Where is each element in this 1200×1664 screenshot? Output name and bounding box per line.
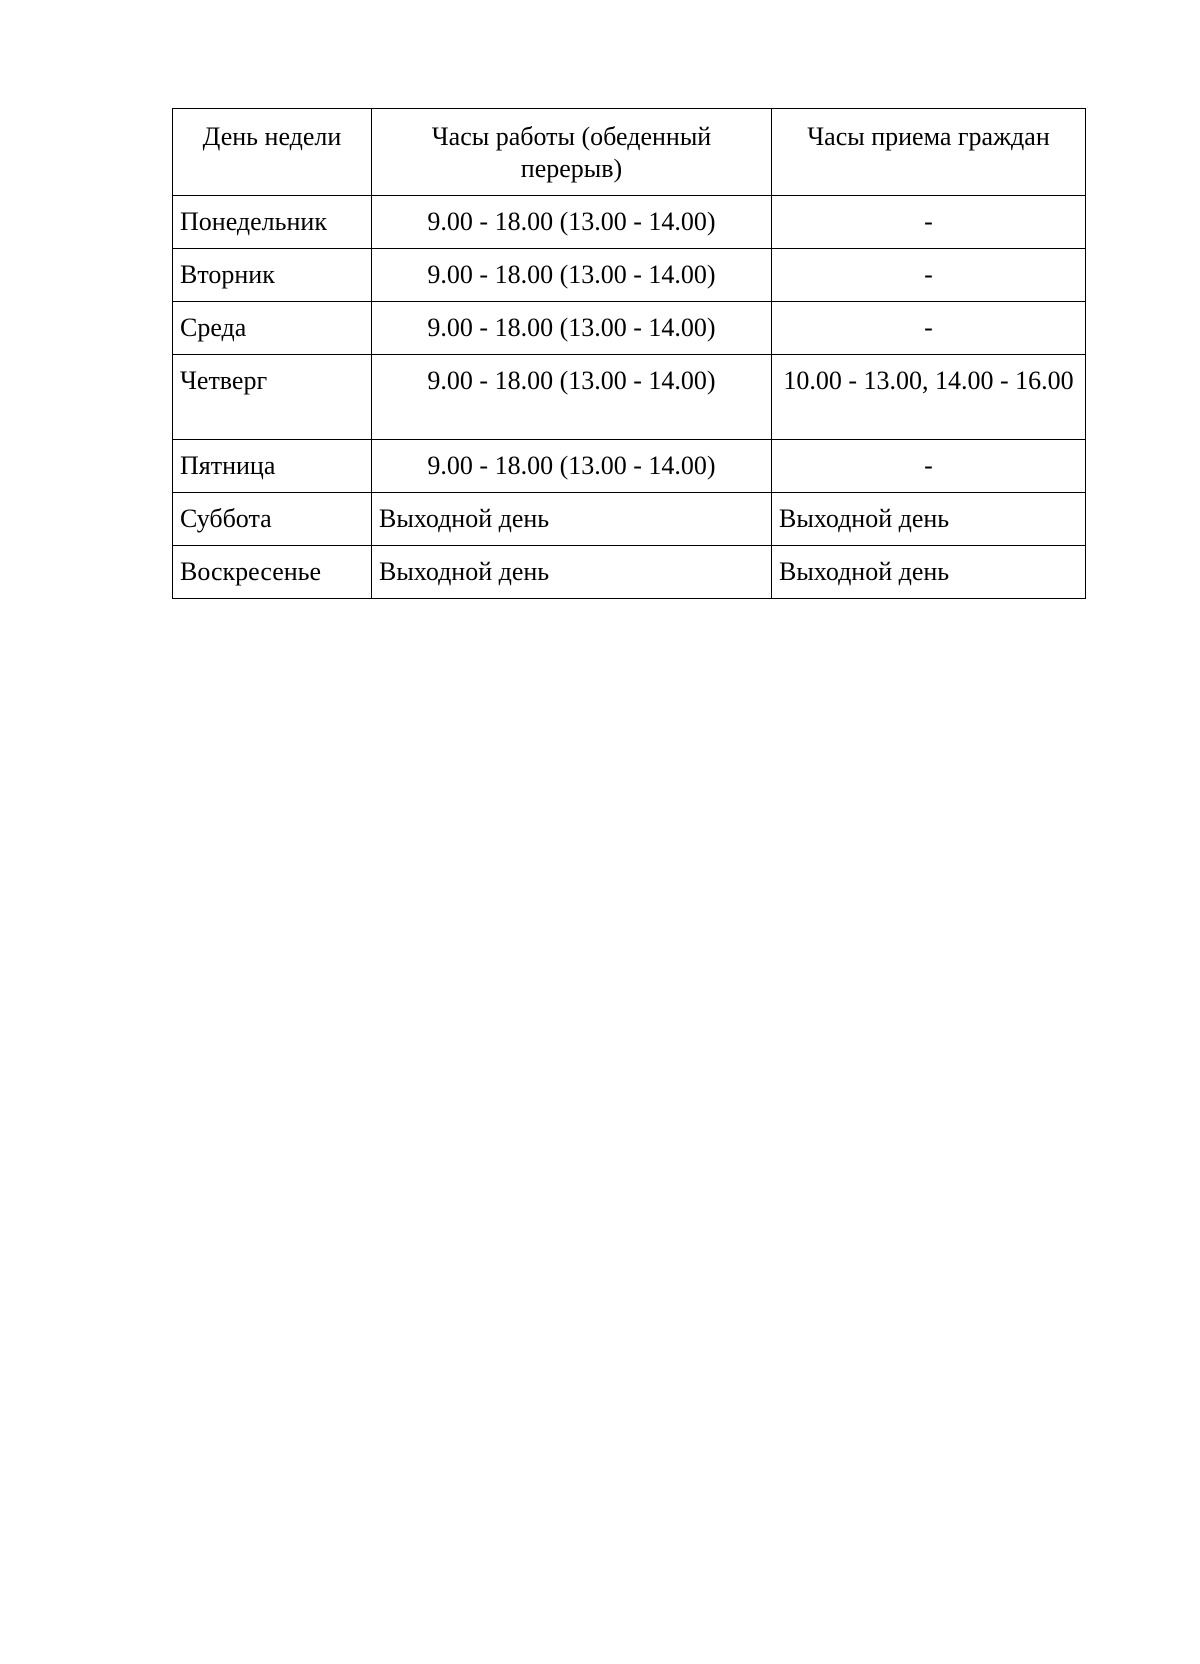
table-row	[173, 546, 1086, 599]
cell-day: Среда	[173, 302, 372, 355]
table-row	[173, 302, 1086, 355]
cell-hours: 9.00 - 18.00 (13.00 - 14.00)	[372, 196, 772, 249]
cell-day: Суббота	[173, 493, 372, 546]
cell-reception: 10.00 - 13.00, 14.00 - 16.00	[772, 355, 1086, 440]
table-row	[173, 440, 1086, 493]
cell-reception: Выходной день	[772, 546, 1086, 599]
table-row	[173, 355, 1086, 440]
cell-hours: 9.00 - 18.00 (13.00 - 14.00)	[372, 249, 772, 302]
table-row	[173, 249, 1086, 302]
table-header-row	[173, 109, 1086, 196]
cell-day: Четверг	[173, 355, 372, 440]
cell-day: Пятница	[173, 440, 372, 493]
cell-reception: -	[772, 440, 1086, 493]
cell-hours: Выходной день	[372, 546, 772, 599]
cell-day: Вторник	[173, 249, 372, 302]
cell-day: Понедельник	[173, 196, 372, 249]
work-schedule-table	[172, 108, 1086, 599]
header-hours: Часы работы (обеденный перерыв)	[372, 109, 772, 196]
cell-reception: -	[772, 249, 1086, 302]
cell-hours: 9.00 - 18.00 (13.00 - 14.00)	[372, 440, 772, 493]
table-row	[173, 196, 1086, 249]
cell-reception: -	[772, 196, 1086, 249]
header-reception: Часы приема граждан	[772, 109, 1086, 196]
cell-reception: -	[772, 302, 1086, 355]
cell-day: Воскресенье	[173, 546, 372, 599]
table-row	[173, 493, 1086, 546]
cell-hours: Выходной день	[372, 493, 772, 546]
cell-hours: 9.00 - 18.00 (13.00 - 14.00)	[372, 355, 772, 440]
header-day: День недели	[173, 109, 372, 196]
cell-reception: Выходной день	[772, 493, 1086, 546]
cell-hours: 9.00 - 18.00 (13.00 - 14.00)	[372, 302, 772, 355]
